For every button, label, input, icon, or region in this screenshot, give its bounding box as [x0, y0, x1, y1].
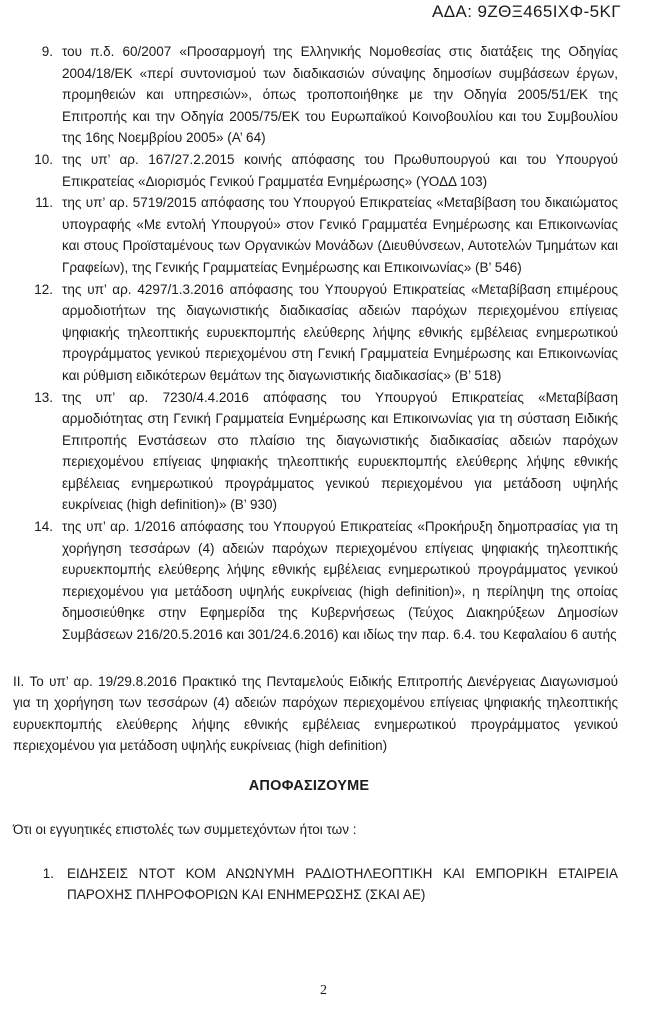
list-item: [33, 387, 618, 517]
list-item-number: 13.: [34, 389, 53, 405]
list-item-text: του π.δ. 60/2007 «Προσαρμογή της Ελληνικής Νομοθεσίας στις διατάξεις της Οδηγίας 2004/18/ΕΚ «περί συντονισμού των διαδικασιών σύναψης δημοσίων συμβάσεων έργων, προμηθειών και υπηρεσιών», όπως τροποποιήθηκε με την Οδηγία 2005/51/ΕΚ της Επιτροπής και την Οδηγία 2005/75/ΕΚ του Ευρωπαϊκού Κοινοβουλίου και του Συμβουλίου της 16ης Νοεμβρίου 2005» (Α’ 64): [62, 44, 618, 146]
list-item: [33, 41, 618, 149]
list-item-text: ΕΙΔΗΣΕΙΣ ΝΤΟΤ ΚΟΜ ΑΝΩΝΥΜΗ ΡΑΔΙΟΤΗΛΕΟΠΤΙΚΗ ΚΑΙ ΕΜΠΟΡΙΚΗ ΕΤΑΙΡΕΙΑ ΠΑΡΟΧΗΣ ΠΛΗΡΟΦΟΡΙΩΝ ΚΑΙ ΕΝΗΜΕΡΩΣΗΣ (ΣΚΑΙ ΑΕ): [67, 865, 618, 903]
list-item-text: της υπ’ αρ. 4297/1.3.2016 απόφασης του Υπουργού Επικρατείας «Μεταβίβαση επιμέρους αρμοδιοτήτων της διαγωνιστικής διαδικασίας αδειών παρόχων περιεχομένου επίγειας ψηφιακής τηλεοπτικής ευρυεκπομπής ελεύθερης λήψης εθνικής εμβέλειας ενημερωτικού προγράμματος γενικού περιεχομένου στη Γενική Γραμματεία Ενημέρωσης και Επικοινωνίας και ρύθμιση ειδικότερων θεμάτων της διαγωνιστικής διαδικασίας» (Β’ 518): [62, 281, 618, 383]
document-content: [0, 41, 618, 906]
list-item: [38, 863, 618, 906]
list-item-number: 9.: [41, 44, 53, 59]
list-item-number: 11.: [35, 195, 53, 211]
list-item-number: 12.: [34, 281, 53, 297]
list-item-text: της υπ’ αρ. 167/27.2.2015 κοινής απόφασης του Πρωθυπουργού και του Υπουργού Επικρατείας «Διορισμός Γενικού Γραμματέα Ενημέρωσης» (ΥΟΔΔ 103): [62, 151, 618, 189]
decision-intro: Ότι οι εγγυητικές επιστολές των συμμετεχόντων ήτοι των :: [13, 822, 357, 837]
list-item-number: 14.: [34, 519, 53, 535]
page-number: 2: [320, 983, 327, 998]
list-item: [33, 149, 618, 192]
list-item-text: της υπ’ αρ. 1/2016 απόφασης του Υπουργού Επικρατείας «Προκήρυξη δημοπρασίας για τη χορήγηση τεσσάρων (4) αδειών παρόχων περιεχομένου επίγειας ψηφιακής τηλεοπτικής ευρυεκπομπής ελεύθερης λήψης εθνικής εμβέλειας ενημερωτικού προγράμματος γενικού περιεχομένου για μετάδοση υψηλής ευκρίνειας (high definition)», η περίληψη της οποίας δημοσιεύθηκε στην Εφημερίδα της Κυβερνήσεως (Τεύχος Διακηρύξεων Δημοσίων Συμβάσεων 216/20.5.2016 και 301/24.6.2016) και ιδίως την παρ. 6.4. του Κεφαλαίου 6 αυτής: [62, 519, 618, 643]
legal-references-list: [0, 41, 618, 646]
list-item-text: της υπ’ αρ. 7230/4.4.2016 απόφασης του Υπουργού Επικρατείας «Μεταβίβαση αρμοδιότητας στη Γενική Γραμματεία Ενημέρωσης και Επικοινωνίας για τη σύσταση Ειδικής Επιτροπής Ενστάσεων στο πλαίσιο της διαγωνιστικής διαδικασίας αδειών παρόχων περιεχομένου επίγειας ψηφιακής τηλεοπτικής ευρυεκπομπής ελεύθερης λήψης εθνικής εμβέλειας ενημερωτικού προγράμματος γενικού περιεχομένου για μετάδοση υψηλής ευκρίνειας (high definition)» (Β’ 930): [62, 389, 618, 513]
list-item: [33, 279, 618, 387]
list-item-text: της υπ’ αρ. 5719/2015 απόφασης του Υπουργού Επικρατείας «Μεταβίβαση του δικαιώματος υπογραφής «Με εντολή Υπουργού» στον Γενικό Γραμματέα Ενημέρωσης και Επικοινωνίας και στους Προϊσταμένους των Οργανικών Μονάδων (Διευθύνσεων, Αυτοτελών Τμημάτων και Γραφείων), της Γενικής Γραμματείας Ενημέρωσης και Επικοινωνίας» (Β’ 546): [62, 195, 618, 275]
list-item-number: 10.: [34, 151, 53, 167]
paragraph-ii: II. Το υπ’ αρ. 19/29.8.2016 Πρακτικό της Πενταμελούς Ειδικής Επιτροπής Διενέργειας Διαγωνισμού για τη χορήγηση των τεσσάρων (4) αδειών παρόχων περιεχομένου επίγειας ψηφιακής τηλεοπτικής ευρυεκπομπής ελεύθερης λήψης εθνικής εμβέλειας ενημερωτικού προγράμματος γενικού περιεχομένου για μετάδοση υψηλής ευκρίνειας (high definition): [13, 673, 618, 754]
list-item: [33, 192, 618, 278]
list-item: [33, 516, 618, 646]
decision-list: [0, 863, 618, 906]
list-item-number: 1.: [42, 865, 54, 881]
ada-code: ΑΔΑ: 9ΖΘΞ465ΙΧΦ-5ΚΓ: [432, 2, 621, 21]
decision-heading: ΑΠΟΦΑΣΙΖΟΥΜΕ: [248, 778, 370, 794]
